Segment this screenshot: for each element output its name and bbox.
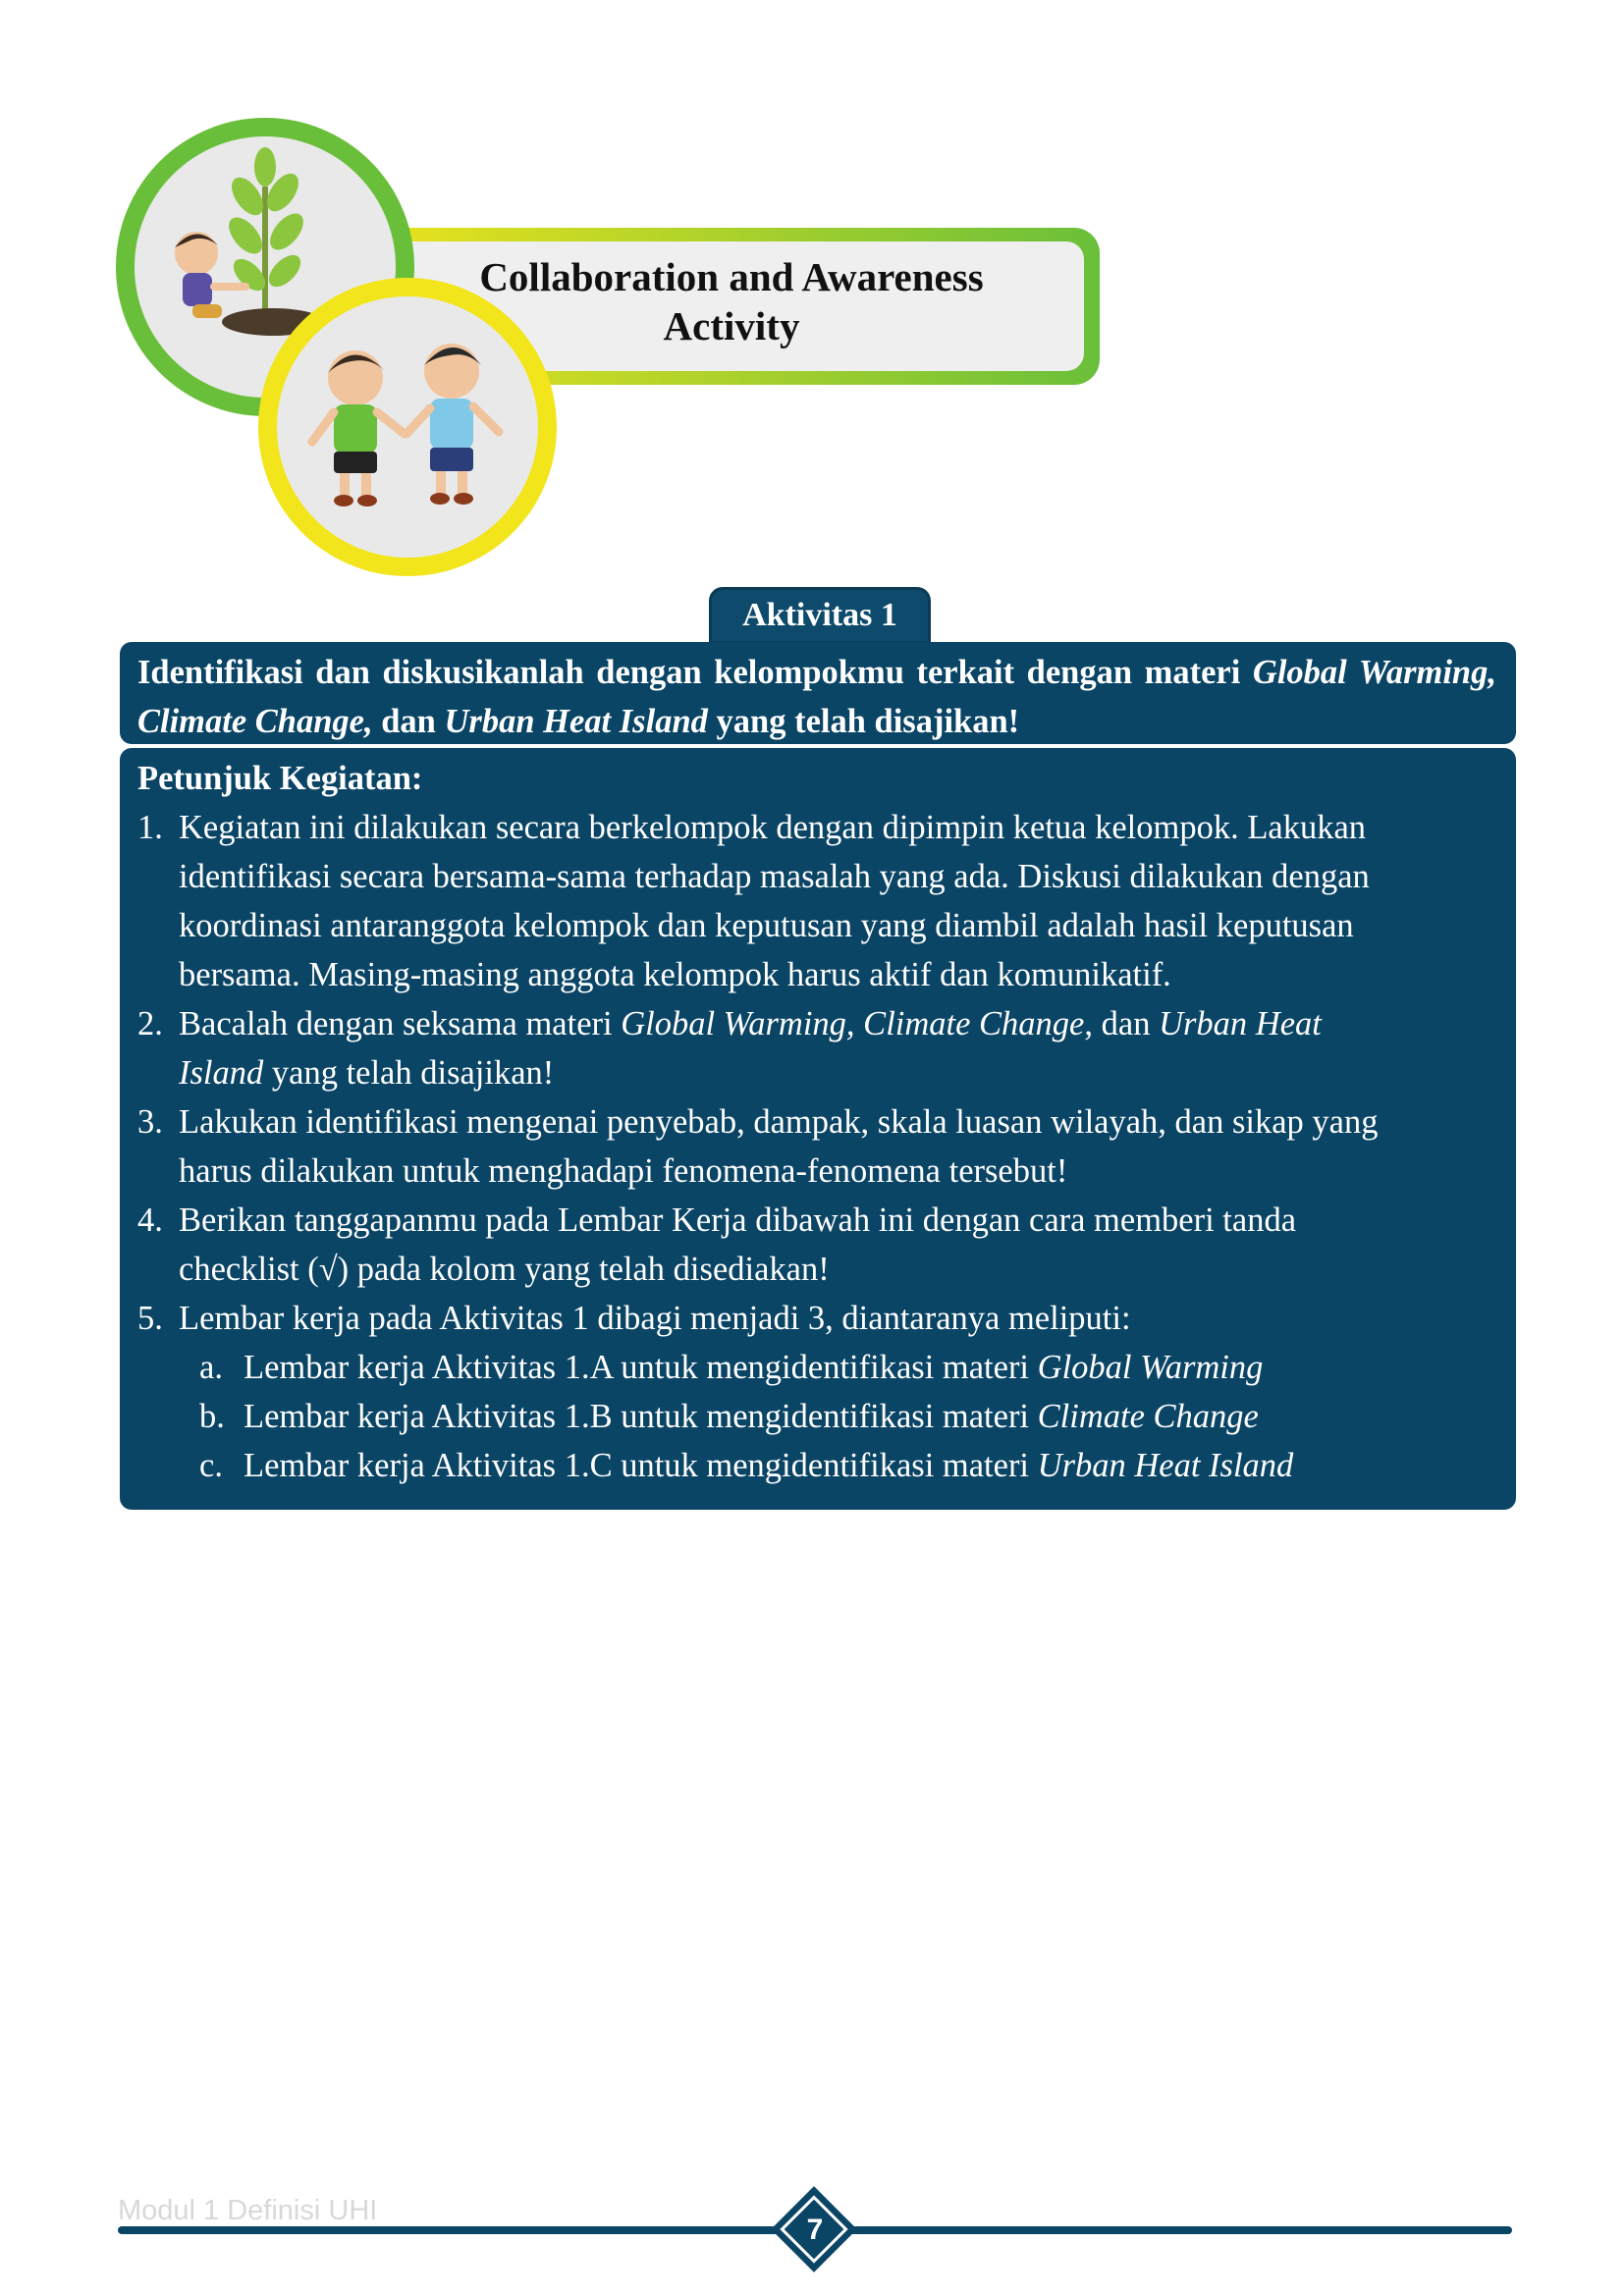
- step-number: 3.: [137, 1103, 163, 1141]
- step-text: yang telah disajikan!: [263, 1054, 555, 1092]
- intro-topic-uhi: Urban Heat Island: [444, 703, 708, 740]
- step-1: [137, 803, 1496, 999]
- activity-badge: Aktivitas 1: [709, 587, 931, 644]
- module-label: Modul 1 Definisi UHI: [118, 2195, 378, 2226]
- instructions-title: Petunjuk Kegiatan:: [137, 760, 423, 797]
- activity-intro: [120, 642, 1516, 744]
- sub-item-a: [137, 1343, 1496, 1392]
- step-text: Lakukan identifikasi mengenai penyebab, dampak, skala luasan wilayah, dan sikap yang: [179, 1103, 1379, 1141]
- intro-text: Identifikasi dan diskusikanlah dengan kelompokmu terkait dengan materi: [137, 654, 1253, 691]
- sub-text: Lembar kerja Aktivitas 1.C untuk mengidentifikasi materi: [244, 1447, 1038, 1484]
- step-text: , dan: [1084, 1005, 1160, 1042]
- step-text: Kegiatan ini dilakukan secara berkelompok dengan dipimpin ketua kelompok. Lakukan: [179, 809, 1367, 846]
- title-line-2: Activity: [663, 303, 800, 348]
- sub-topic: Global Warming: [1037, 1349, 1264, 1386]
- sub-letter: a.: [199, 1349, 223, 1386]
- step-text: harus dilakukan untuk menghadapi fenomena-fenomena tersebut!: [179, 1152, 1068, 1190]
- intro-topics: Global Warming, Climate Change,: [137, 654, 1496, 740]
- sub-letter: b.: [199, 1398, 225, 1435]
- sub-text: Lembar kerja Aktivitas 1.B untuk mengidentifikasi materi: [244, 1398, 1038, 1435]
- sub-item-c: [137, 1441, 1496, 1490]
- step-number: 5.: [137, 1300, 163, 1337]
- page-number: 7: [806, 2214, 824, 2246]
- sub-text: Lembar kerja Aktivitas 1.A untuk mengidentifikasi materi: [244, 1349, 1038, 1386]
- step-topic: Global Warming, Climate Change: [621, 1005, 1085, 1042]
- sub-letter: c.: [199, 1447, 223, 1484]
- step-number: 1.: [137, 809, 163, 846]
- page-title: [412, 247, 1051, 355]
- sub-topic: Urban Heat Island: [1037, 1447, 1294, 1484]
- step-text: koordinasi antaranggota kelompok dan keputusan yang diambil adalah hasil keputusan: [179, 907, 1354, 944]
- step-text: Bacalah dengan seksama materi: [179, 1005, 622, 1042]
- step-text: bersama. Masing-masing anggota kelompok harus aktif dan komunikatif.: [179, 956, 1171, 993]
- step-topic: Island: [179, 1054, 264, 1092]
- intro-conj: dan: [372, 703, 445, 740]
- step-number: 4.: [137, 1201, 163, 1239]
- title-line-1: Collaboration and Awareness: [479, 254, 984, 299]
- sub-item-b: [137, 1392, 1496, 1441]
- instructions-panel: [120, 748, 1516, 1510]
- step-text: Lembar kerja pada Aktivitas 1 dibagi menjadi 3, diantaranya meliputi:: [179, 1300, 1131, 1337]
- intro-end: yang telah disajikan!: [707, 703, 1020, 740]
- step-topic: Urban Heat: [1159, 1005, 1322, 1042]
- step-3: [137, 1097, 1496, 1196]
- step-4: [137, 1196, 1496, 1294]
- step-5: [137, 1294, 1496, 1490]
- sub-topic: Climate Change: [1037, 1398, 1259, 1435]
- step-number: 2.: [137, 1005, 163, 1042]
- step-text: checklist (√) pada kolom yang telah disediakan!: [179, 1251, 830, 1288]
- step-text: identifikasi secara bersama-sama terhadap masalah yang ada. Diskusi dilakukan dengan: [179, 858, 1370, 895]
- step-2: [137, 999, 1496, 1097]
- step-text: Berikan tanggapanmu pada Lembar Kerja dibawah ini dengan cara memberi tanda: [179, 1201, 1297, 1239]
